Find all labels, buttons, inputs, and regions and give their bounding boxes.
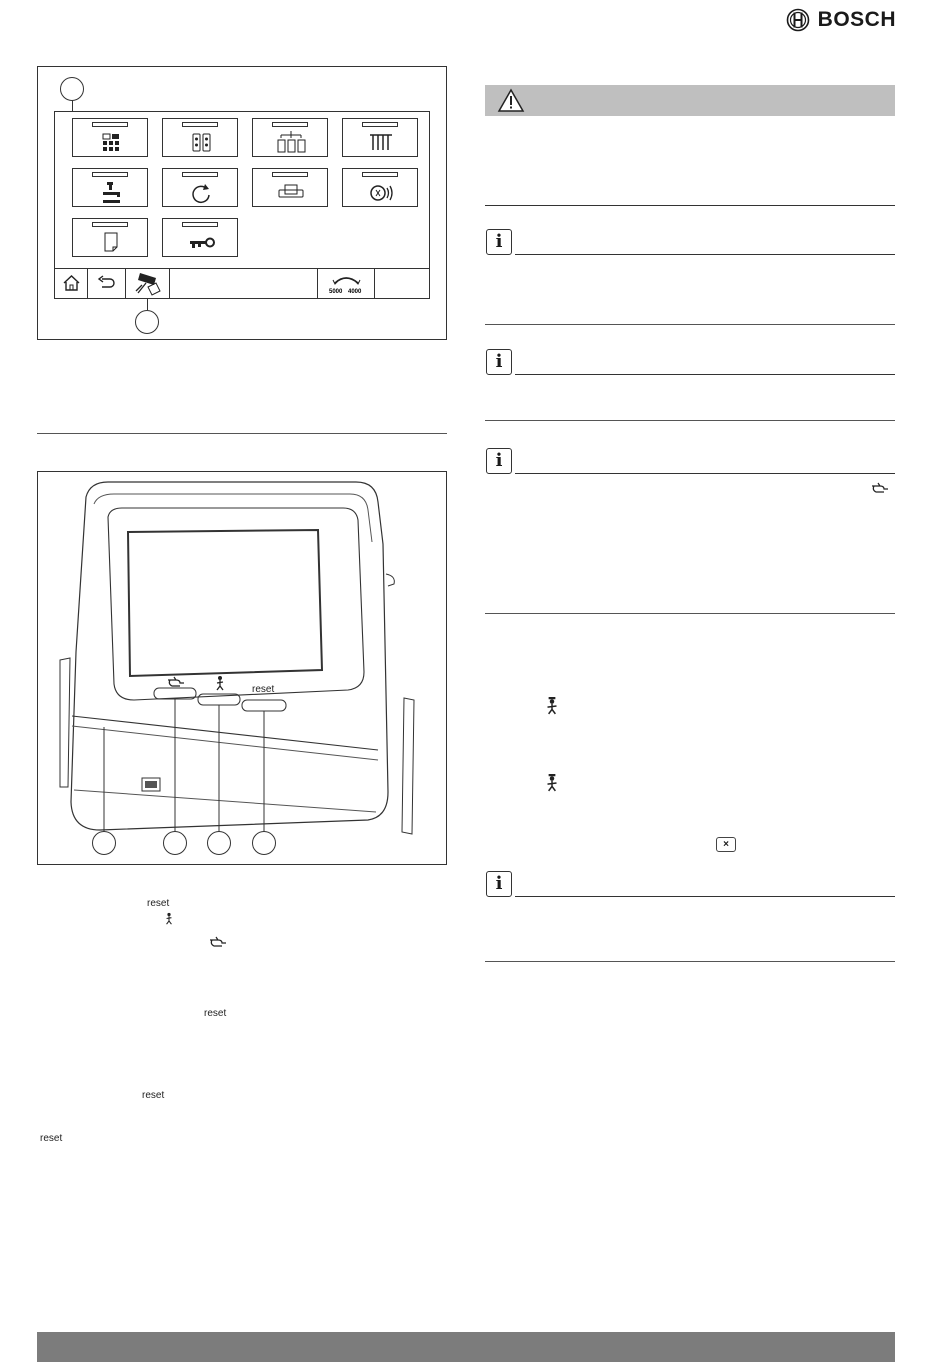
figure-control-unit [37,471,447,865]
sound-icon [343,181,419,205]
bosch-armature-logo-icon [786,8,810,32]
radiator-icon [343,131,419,155]
installer-mode-button[interactable] [126,269,170,298]
screen [54,111,430,299]
system-overview-icon [253,131,329,155]
warning-header-bar [485,85,895,116]
document-icon [73,231,149,255]
reset-inline-4: reset [40,1133,63,1144]
callout-1 [60,77,84,101]
figure-display-screen [37,66,447,340]
callout-device-3 [207,831,231,855]
output-gauge [318,269,375,298]
hand-pointer-icon [166,676,186,688]
info-icon: i [486,871,512,897]
callout-leader-2 [147,299,148,310]
menu-tile-holiday[interactable] [252,168,328,207]
reset-button-label: reset [252,684,275,695]
warning-triangle-icon [497,88,525,113]
callout-device-2 [163,831,187,855]
back-button[interactable] [88,269,126,298]
control-unit-drawing [38,472,446,864]
hot-water-tap-icon [73,181,149,205]
hand-pointer-inline-icon [208,936,228,948]
menu-tile-system[interactable] [252,118,328,157]
menu-tile-key[interactable] [162,218,238,257]
back-icon [88,269,126,297]
hand-pointer-right-icon [870,482,890,494]
key-icon [163,231,239,255]
info-icon: i [486,448,512,474]
status-empty-area [170,269,318,298]
info-line-4 [515,896,895,897]
footer-bar [37,1332,895,1362]
menu-tile-document[interactable] [72,218,148,257]
gauge-left-value: 5000 [329,289,343,295]
info-icon: i [486,229,512,255]
right-divider-3 [485,420,895,421]
status-bar [55,268,429,298]
gauge-arc-icon [318,269,375,297]
menu-tile-refresh[interactable] [162,168,238,207]
callout-2 [135,310,159,334]
home-icon [55,269,88,297]
info-icon: i [486,349,512,375]
refresh-icon [163,181,239,205]
menu-tile-overview[interactable] [72,118,148,157]
chimney-sweep-right-icon-1 [545,697,559,715]
info-line-1 [515,254,895,255]
info-line-2 [515,374,895,375]
brand-name: BOSCH [817,8,896,31]
chimney-sweep-icon [214,675,226,691]
menu-tile-heating[interactable] [342,118,418,157]
left-divider-1 [37,433,447,434]
reset-inline-3: reset [142,1090,165,1101]
home-button[interactable] [55,269,88,298]
right-divider-2 [485,324,895,325]
two-buttons-icon [163,131,239,155]
reset-inline-2: reset [204,1008,227,1019]
right-divider-5 [485,961,895,962]
chimney-sweep-right-icon-2 [545,774,559,792]
brand-header [786,8,896,32]
menu-tile-settings[interactable] [162,118,238,157]
grid-menu-icon [73,131,149,155]
right-divider-4 [485,613,895,614]
holiday-icon [253,181,329,205]
installer-mode-icon [126,269,170,297]
menu-tile-sound[interactable] [342,168,418,207]
gauge-right-value: 4000 [348,289,362,295]
reset-inline-1: reset [147,898,170,909]
callout-device-1 [92,831,116,855]
info-line-3 [515,473,895,474]
close-icon: × [716,837,736,852]
menu-tile-hot-water[interactable] [72,168,148,207]
callout-device-4 [252,831,276,855]
right-divider-1 [485,205,895,206]
chimney-sweep-inline-icon [164,912,174,925]
